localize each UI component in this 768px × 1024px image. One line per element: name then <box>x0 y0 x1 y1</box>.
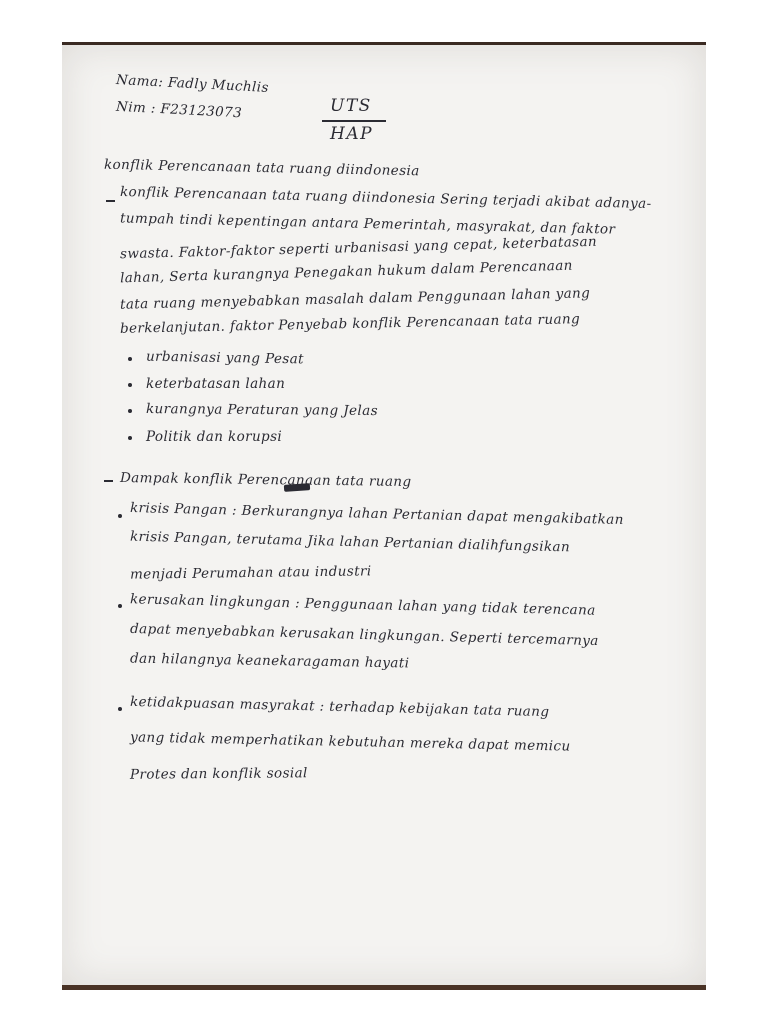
cause-item: urbanisasi yang Pesat <box>145 348 305 368</box>
impact-line: krisis Pangan : Berkurangnya lahan Pertanian dapat mengakibatkan <box>129 499 624 529</box>
bullet <box>118 604 122 608</box>
exam-label: UTS <box>330 96 372 116</box>
impact-line: krisis Pangan, terutama Jika lahan Pertanian dialihfungsikan <box>129 528 571 556</box>
impact-line: menjadi Perumahan atau industri <box>129 563 372 583</box>
intro-line: berkelanjutan. faktor Penyebab konflik Perencanaan tata ruang <box>119 311 581 337</box>
impact-dash <box>104 480 113 482</box>
cause-item: kurangnya Peraturan yang Jelas <box>145 400 379 420</box>
intro-line: swasta. Faktor-faktor seperti urbanisasi yang cepat, keterbatasan <box>119 233 598 263</box>
student-nim: Nim : F23123073 <box>115 98 243 122</box>
intro-line: tumpah tindi kepentingan antara Pemerintah, masyrakat, dan faktor <box>119 210 616 238</box>
essay-title: konflik Perencanaan tata ruang diindonesia <box>103 156 420 180</box>
fraction-line <box>322 120 386 122</box>
bullet <box>128 357 132 361</box>
cause-item: keterbatasan lahan <box>146 376 286 392</box>
bullet <box>118 707 122 711</box>
impact-line: kerusakan lingkungan : Penggunaan lahan yang tidak terencana <box>129 591 596 619</box>
course-label: HAP <box>330 124 374 144</box>
impact-line: yang tidak memperhatikan kebutuhan mereka dapat memicu <box>129 729 571 755</box>
bullet <box>118 514 122 518</box>
intro-line: konflik Perencanaan tata ruang diindonesia Sering terjadi akibat adanya- <box>119 183 652 213</box>
student-name: Nama: Fadly Muchlis <box>115 72 270 96</box>
impact-line: Protes dan konflik sosial <box>129 765 308 783</box>
impact-line: ketidakpuasan masyrakat : terhadap kebijakan tata ruang <box>129 693 550 721</box>
bullet <box>128 436 132 440</box>
impact-heading: Dampak konflik Perencanaan tata ruang <box>119 469 412 491</box>
impact-line: dapat menyebabkan kerusakan lingkungan. Seperti tercemarnya <box>129 620 599 650</box>
intro-dash <box>106 200 115 202</box>
cause-item: Politik dan korupsi <box>146 429 283 445</box>
bullet <box>128 409 132 413</box>
bullet <box>128 383 132 387</box>
intro-line: lahan, Serta kurangnya Penegakan hukum dalam Perencanaan <box>119 257 574 287</box>
intro-line: tata ruang menyebabkan masalah dalam Penggunaan lahan yang <box>119 285 591 313</box>
impact-line: dan hilangnya keanekaragaman hayati <box>129 650 410 672</box>
